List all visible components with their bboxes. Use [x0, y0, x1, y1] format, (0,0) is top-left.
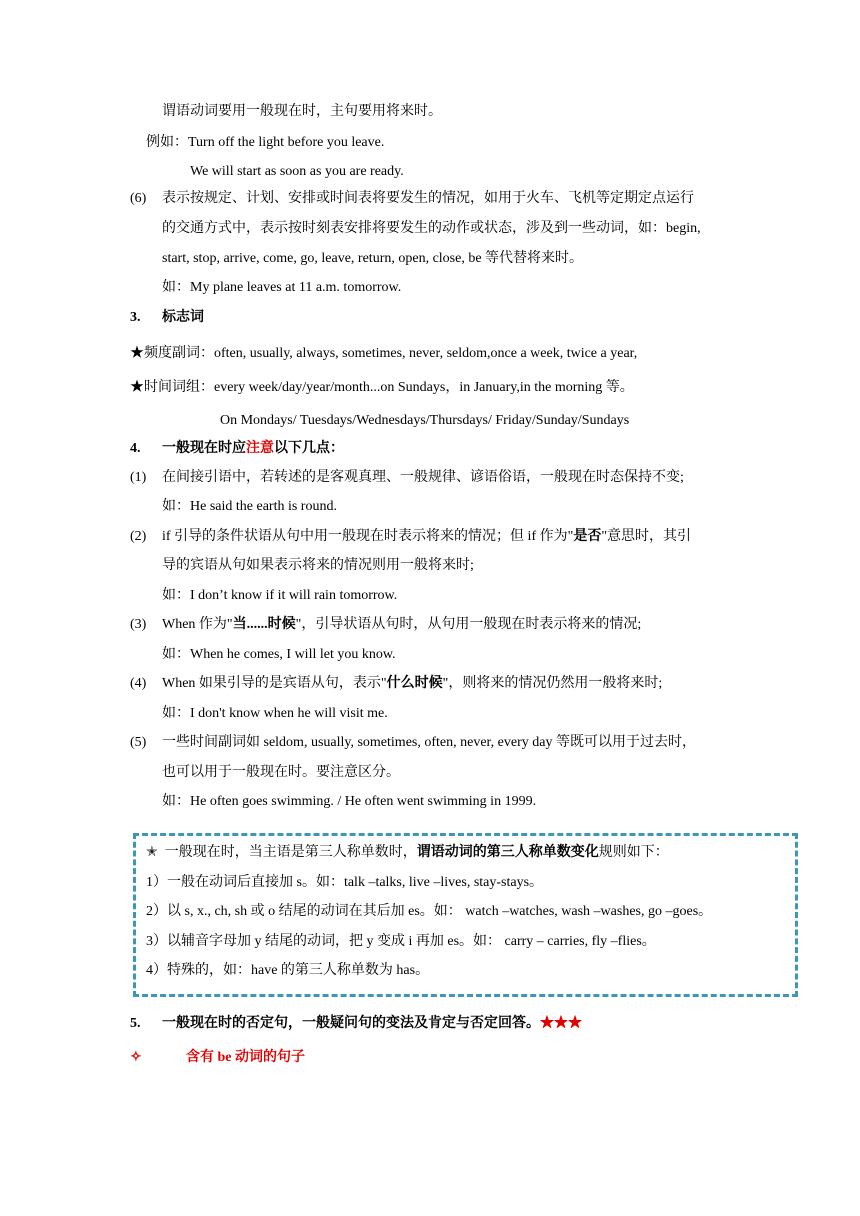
example-line: 如：When he comes, I will let you know.	[162, 647, 396, 662]
text-line: 导的宾语从句如果表示将来的情况则用一般将来时;	[162, 558, 474, 573]
time-line	[130, 378, 634, 398]
title-part: 一般现在时的否定句，一般疑问句的变法及肯定与否定回答。	[162, 1016, 540, 1031]
text-part: "，引导状语从句时，从句用一般现在时表示将来的情况;	[295, 617, 642, 632]
text-line	[162, 674, 662, 694]
section-number: 4.	[130, 441, 141, 456]
text-line: 在间接引语中，若转述的是客观真理、一般规律、谚语俗语，一般现在时态保持不变;	[162, 470, 684, 485]
time-text: 时间词组：every week/day/year/month...on Sundays，in January,in the morning 等。	[144, 380, 634, 395]
frequency-text: 频度副词：often, usually, always, sometimes, never, seldom,once a week, twice a year,	[144, 346, 638, 361]
example-label: 例如：	[146, 135, 188, 150]
item-number: (3)	[130, 617, 147, 632]
text-line: 的交通方式中，表示按时刻表安排将要发生的动作或状态，涉及到一些动词，如：begin,	[162, 221, 701, 236]
section-title	[162, 439, 344, 459]
days-line: On Mondays/ Tuesdays/Wednesdays/Thursdays/ Friday/Sunday/Sundays	[220, 413, 630, 428]
text-line: 谓语动词要用一般现在时，主句要用将来时。	[162, 104, 442, 119]
text-line: start, stop, arrive, come, go, leave, return, open, close, be 等代替将来时。	[162, 251, 584, 266]
emphasis-text: 谓语动词的第三人称单数变化	[416, 845, 599, 860]
title-part: 一般现在时应	[162, 441, 246, 456]
text-line: 一些时间副词如 seldom, usually, sometimes, often, never, every day 等既可以用于过去时，	[162, 735, 696, 750]
emphasis-text: 是否	[573, 529, 602, 544]
rule-line: 1）一般在动词后直接加 s。如：talk –talks, live –lives, stay-stays。	[146, 875, 544, 890]
rule-line: 3）以辅音字母加 y 结尾的动词，把 y 变成 i 再加 es。如： carry – carries, fly –flies。	[146, 934, 656, 949]
text-line	[162, 527, 691, 547]
text-part: "，则将来的情况仍然用一般将来时;	[442, 676, 663, 691]
rule-line: 2）以 s, x., ch, sh 或 o 结尾的动词在其后加 es。如： watch –watches, wash –washes, go –goes。	[146, 904, 713, 919]
subsection-title: 含有 be 动词的句子	[186, 1050, 305, 1065]
item-number: (6)	[130, 191, 147, 206]
example-line: 如：He often goes swimming. / He often went swimming in 1999.	[162, 794, 537, 809]
text-line	[162, 615, 641, 635]
emphasis-text: 当......时候	[232, 617, 296, 632]
example-text: Turn off the light before you leave.	[188, 135, 385, 150]
star-icon: ✭	[146, 845, 158, 860]
example-line: 如：My plane leaves at 11 a.m. tomorrow.	[162, 280, 402, 295]
title-highlight: 注意	[246, 441, 274, 456]
example-line: 如：He said the earth is round.	[162, 499, 337, 514]
star-rating-icon: ★★★	[540, 1016, 582, 1031]
section-title	[162, 1014, 582, 1034]
item-number: (4)	[130, 676, 147, 691]
item-number: (1)	[130, 470, 147, 485]
text-part: "意思时，其引	[601, 529, 692, 544]
example-line	[146, 133, 384, 153]
text-part: 规则如下：	[598, 845, 669, 860]
example-line: 如：I don't know when he will visit me.	[162, 706, 388, 721]
text-line: 表示按规定、计划、安排或时间表将要发生的情况，如用于火车、飞机等定期定点运行	[162, 191, 694, 206]
item-number: (5)	[130, 735, 147, 750]
tip-heading	[146, 843, 669, 863]
example-line: We will start as soon as you are ready.	[190, 164, 404, 179]
example-line: 如：I don’t know if it will rain tomorrow.	[162, 588, 398, 603]
section-number: 3.	[130, 310, 141, 325]
diamond-icon: ✧	[130, 1050, 142, 1065]
frequency-line	[130, 344, 637, 364]
text-part: if 引导的条件状语从句中用一般现在时表示将来的情况；但 if 作为"	[162, 529, 574, 544]
star-icon: ★	[130, 346, 144, 361]
text-part: When 如果引导的是宾语从句，表示"	[162, 676, 387, 691]
rule-line: 4）特殊的，如：have 的第三人称单数为 has。	[146, 963, 430, 978]
item-number: (2)	[130, 529, 147, 544]
text-part: When 作为"	[162, 617, 233, 632]
text-part: 一般现在时，当主语是第三人称单数时，	[164, 845, 417, 860]
section-number: 5.	[130, 1016, 141, 1031]
text-line: 也可以用于一般现在时。要注意区分。	[162, 765, 400, 780]
section-title: 标志词	[162, 310, 204, 325]
star-icon: ★	[130, 380, 144, 395]
title-part: 以下几点：	[274, 441, 344, 456]
emphasis-text: 什么时候	[386, 676, 443, 691]
